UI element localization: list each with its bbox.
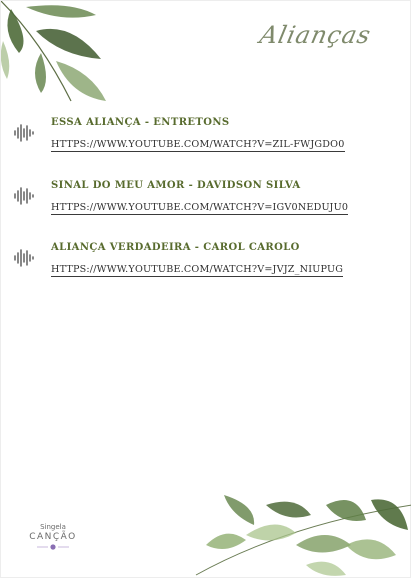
song-link[interactable]: HTTPS://WWW.YOUTUBE.COM/WATCH?V=ZIL-FWJGDO0: [51, 139, 345, 150]
leaves-top-left-illustration: [1, 1, 116, 109]
song-link[interactable]: HTTPS://WWW.YOUTUBE.COM/WATCH?V=IGV0NEDUJU0: [51, 202, 349, 213]
brand-logo: [23, 523, 83, 563]
leaves-bottom-right-illustration: [186, 485, 411, 579]
song-title: ESSA ALIANÇA - ENTRETONS: [51, 117, 230, 128]
audio-wave-icon: [13, 186, 37, 206]
page-title: Alianças: [257, 21, 374, 49]
brand-line-2: CANÇÃO: [29, 532, 77, 542]
song-title: SINAL DO MEU AMOR - DAVIDSON SILVA: [51, 180, 301, 191]
brand-line-1: Singela: [40, 523, 66, 531]
song-link[interactable]: HTTPS://WWW.YOUTUBE.COM/WATCH?V=JVJZ_NIUPUG: [51, 264, 344, 275]
song-title: ALIANÇA VERDADEIRA - CAROL CAROLO: [51, 242, 300, 253]
audio-wave-icon: [13, 123, 37, 143]
audio-wave-icon: [13, 248, 37, 268]
brand-ornament-icon: [33, 544, 73, 550]
